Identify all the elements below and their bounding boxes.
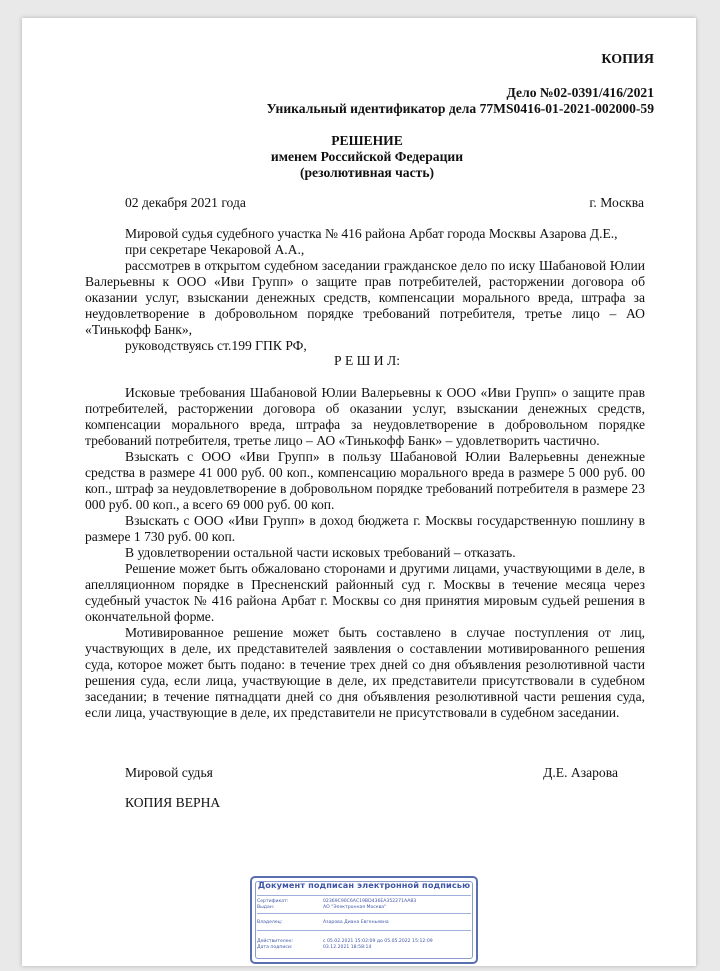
- ruling-paragraph-3: [85, 513, 645, 545]
- intro-considered-text: рассмотрев в открытом судебном заседании гражданское дело по иску Шабановой Юлии Валерьевны к ООО «Иви Групп» о защите прав потребителей, расторжении договора об оказании услуг, взыскании денежных средств, компенсации морального вреда, штрафа за неудовлетворение в добровольном порядке требований потребителя, третье лицо – АО «Тинькофф Банк»,: [85, 258, 645, 337]
- ruling-paragraph-6: [85, 625, 645, 720]
- stamp-divider: [257, 930, 471, 931]
- document-subtitle-note: (резолютивная часть): [299, 165, 435, 180]
- stamp-divider: [257, 895, 471, 896]
- intro-judge: [85, 226, 645, 242]
- document-page: [22, 18, 696, 966]
- intro-secretary: [85, 242, 645, 258]
- stamp-title: Документ подписан электронной подписью: [257, 880, 471, 890]
- stamp-signed-value: 03.12.2021 18:58:14: [323, 945, 372, 950]
- copy-label: КОПИЯ: [601, 52, 654, 67]
- document-subtitle: именем Российской Федерации: [270, 149, 464, 164]
- judge-name: Д.Е. Азарова: [543, 765, 618, 780]
- document-title: РЕШЕНИЕ: [331, 133, 403, 148]
- copy-certified: КОПИЯ ВЕРНА: [125, 795, 221, 810]
- stamp-valid-label: Действителен:: [257, 939, 294, 944]
- stamp-signed-label: Дата подписи:: [257, 945, 293, 950]
- electronic-signature-stamp: [250, 876, 478, 964]
- decision-city: г. Москва: [589, 195, 644, 210]
- ruling-paragraph-4-text: В удовлетворении остальной части исковых требований – отказать.: [125, 545, 516, 560]
- resolved-heading: Р Е Ш И Л:: [334, 353, 400, 368]
- intro-considered: [85, 258, 645, 338]
- stamp-certificate-value: 02369C90C6AC19BD436EA352271AA83: [323, 899, 417, 904]
- ruling-paragraph-4: [85, 545, 645, 561]
- intro-guided-text: руководствуясь ст.199 ГПК РФ,: [125, 338, 307, 353]
- ruling-paragraph-2: [85, 449, 645, 513]
- ruling-paragraph-6-text: Мотивированное решение может быть составлено в случае поступления от лиц, участвующих в деле, их представителей заявления о составлении мотивированного решения суда, которое может быть подано: в течение трех дней со дня объявления резолютивной части решения суда, если лица, участвующие в деле, их представители присутствовали в судебном заседании; в течение пятнадцати дней со дня объявления резолютивной части решения суда, если лица, участвующие в деле, их представители не присутствовали в судебном заседании.: [85, 625, 645, 720]
- intro-secretary-text: при секретаре Чекаровой А.А.,: [125, 242, 305, 257]
- ruling-paragraph-2-text: Взыскать с ООО «Иви Групп» в пользу Шабановой Юлии Валерьевны денежные средства в размере 41 000 руб. 00 коп., компенсацию морального вреда в размере 5 000 руб. 00 коп., штраф за неудовлетворение в добровольном порядке требований потребителя в размере 23 000 руб. 00 коп., а всего 69 000 руб. 00 коп.: [85, 449, 645, 512]
- intro-judge-text: Мировой судья судебного участка № 416 района Арбат города Москвы Азарова Д.Е.,: [125, 226, 618, 241]
- ruling-paragraph-5: [85, 561, 645, 625]
- stamp-divider: [257, 913, 471, 914]
- stamp-owner-value: Азарова Диана Евгеньевна: [323, 920, 389, 925]
- case-number: Дело №02-0391/416/2021: [506, 85, 654, 100]
- stamp-certificate-label: Сертификат:: [257, 899, 289, 904]
- stamp-valid-value: с 05.02.2021 15:02:09 до 05.05.2022 15:12:09: [323, 939, 433, 944]
- decision-date: 02 декабря 2021 года: [125, 195, 246, 210]
- judge-title: Мировой судья: [125, 765, 213, 780]
- ruling-paragraph-3-text: Взыскать с ООО «Иви Групп» в доход бюджета г. Москвы государственную пошлину в размере 1 730 руб. 00 коп.: [85, 513, 645, 544]
- stamp-issuer-value: АО "Электронная Москва": [323, 905, 387, 910]
- case-identifier: Уникальный идентификатор дела 77MS0416-01-2021-002000-59: [266, 101, 654, 116]
- ruling-paragraph-1-text: Исковые требования Шабановой Юлии Валерьевны к ООО «Иви Групп» о защите прав потребителей, расторжении договора об оказании услуг, взыскании денежных средств, компенсации морального вреда, штрафа за неудовлетворение в добровольном порядке требований потребителя, третье лицо – АО «Тинькофф Банк» – удовлетворить частично.: [85, 385, 645, 448]
- ruling-paragraph-5-text: Решение может быть обжаловано сторонами и другими лицами, участвующими в деле, в апелляционном порядке в Пресненский районный суд г. Москвы в течение месяца через судебный участок № 416 района Арбат г. Москвы со дня принятия мировым судьей решения в окончательной форме.: [85, 561, 645, 624]
- ruling-paragraph-1: [85, 385, 645, 449]
- intro-guided: [85, 338, 645, 354]
- stamp-issuer-label: Выдан:: [257, 905, 275, 910]
- stamp-owner-label: Владелец:: [257, 920, 283, 925]
